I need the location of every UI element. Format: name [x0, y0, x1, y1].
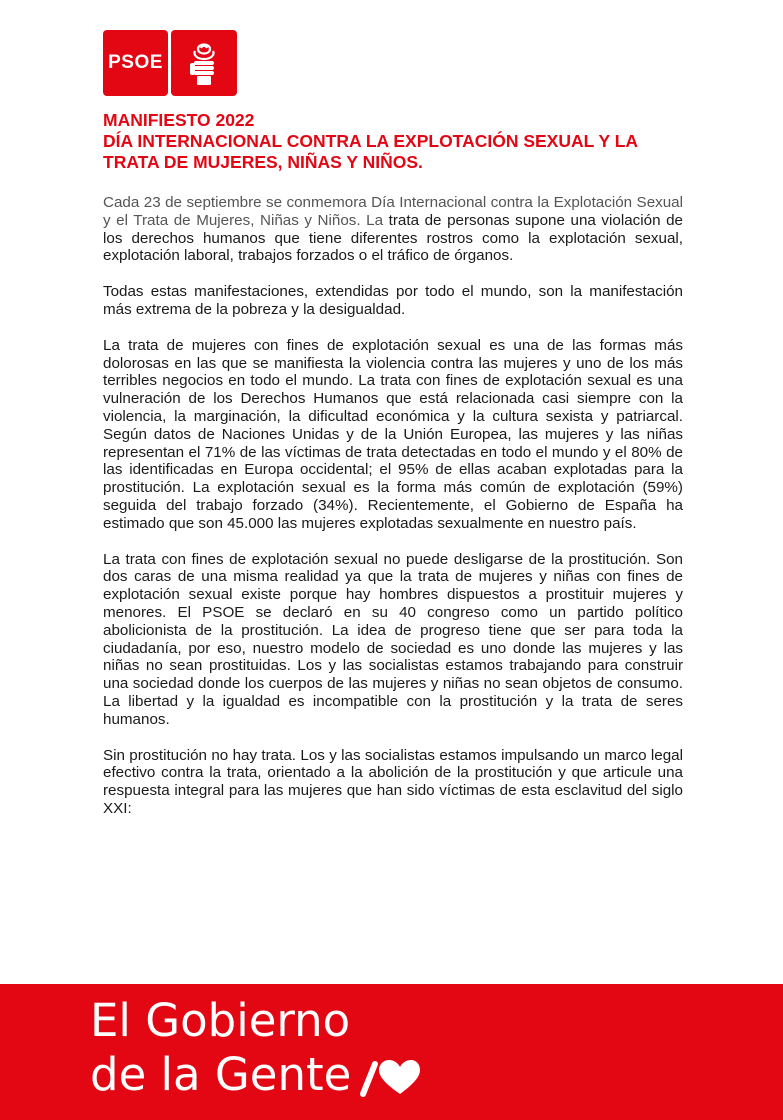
footer-line-2: de la Gente [90, 1048, 352, 1101]
paragraph-4: La trata con fines de explotación sexual no puede desligarse de la prostitución. Son dos caras de una misma realidad ya que la trata de mujeres y niñas con fines de explotación sexual existe porque hay hombres dispuestos a prostituir mujeres y menores. El PSOE se declaró en su 40 congreso como un partido político abolicionista de la prostitución. La idea de progreso tiene que ser para toda la ciudadanía, por eso, nuestro modelo de sociedad es uno donde las mujeres y las niñas no sean prostituidas. Los y las socialistas estamos trabajando para construir una sociedad donde los cuerpos de las mujeres y niñas no sean objetos de consumo. La libertad y la igualdad es incompatible con la prostitución y la trata de seres humanos. [103, 550, 683, 728]
paragraph-1-rest: trata de personas supone una violación de los derechos humanos que tiene diferentes rostros como la explotación sexual, explotación laboral, trabajos forzados o el tráfico de órganos. [103, 211, 683, 265]
footer-banner [0, 984, 783, 1120]
title-line-1: MANIFIESTO 2022 [103, 110, 255, 130]
paragraph-1-lead: Cada 23 de septiembre se conmemora Día Internacional contra la Explotación Sexual y el Trata de Mujeres, Niñas y Niños. La [103, 194, 683, 229]
paragraph-3: La trata de mujeres con fines de explotación sexual es una de las formas más dolorosas en las que se manifiesta la violencia contra las mujeres y uno de los más terribles negocios en todo el mundo. La trata con fines de explotación sexual es una vulneración de los Derechos Humanos que está relacionada casi siempre con la violencia, la marginación, la dificultad económica y la cultura sexista y patriarcal. Según datos de Naciones Unidas y de la Unión Europea, las mujeres y las niñas representan el 71% de las víctimas de trata detectadas en todo el mundo y el 80% de las identificadas en Europa occidental; el 95% de ellas acaban explotadas para la prostitución. La explotación sexual es la forma más común de explotación (59%) seguida del trabajo forzado (34%). Recientemente, el Gobierno de España ha estimado que son 45.000 las mujeres explotadas sexualmente en nuestro país. [103, 336, 683, 532]
title-line-2: DÍA INTERNACIONAL CONTRA LA EXPLOTACIÓN SEXUAL Y LA TRATA DE MUJERES, NIÑAS Y NIÑOS. [103, 131, 638, 172]
document-title [103, 110, 693, 173]
footer-slogan [90, 994, 421, 1102]
fist-rose-icon [171, 30, 237, 96]
psoe-logo [103, 30, 237, 96]
slash-heart-icon [359, 1058, 421, 1098]
paragraph-5: Sin prostitución no hay trata. Los y las socialistas estamos impulsando un marco legal efectivo contra la trata, orientado a la abolición de la prostitución y que articule una respuesta integral para las mujeres que han sido víctimas de esta esclavitud del siglo XXI: [103, 746, 683, 817]
footer-line-2-wrap [90, 1048, 421, 1102]
paragraph-1 [103, 194, 683, 265]
logo-text: PSOE [103, 30, 168, 96]
document-body [103, 194, 683, 836]
footer-line-1: El Gobierno [90, 994, 351, 1047]
paragraph-2: Todas estas manifestaciones, extendidas por todo el mundo, son la manifestación más extrema de la pobreza y la desigualdad. [103, 283, 683, 318]
